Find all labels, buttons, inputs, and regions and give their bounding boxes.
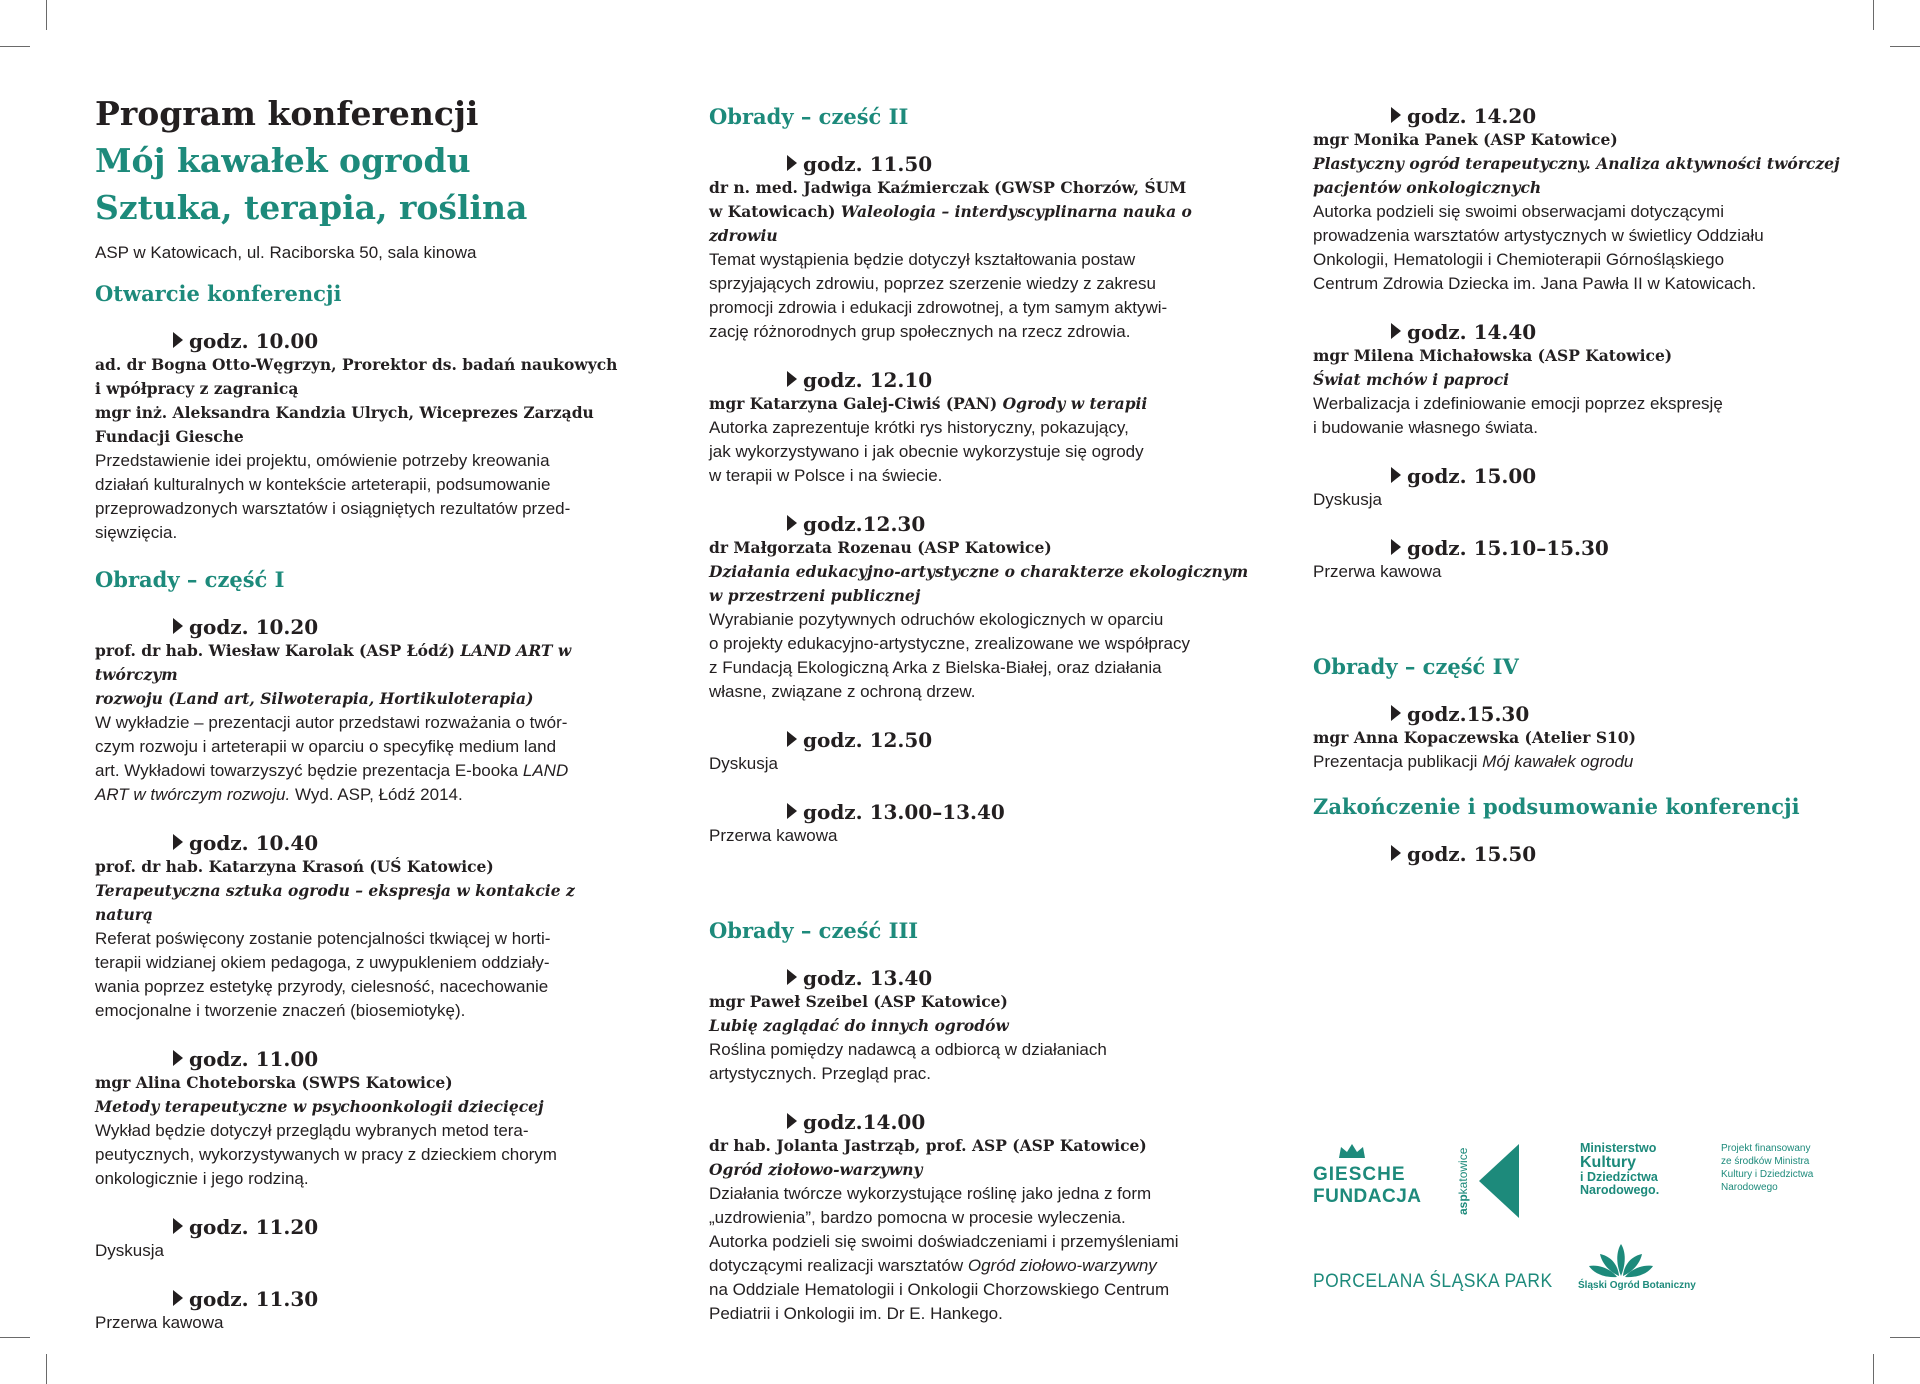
- talk-title: Ogród ziołowo-warzywny: [709, 1160, 923, 1179]
- time-slot: godz. 10.40: [95, 831, 635, 855]
- venue: ASP w Katowicach, ul. Raciborska 50, sala kinowa: [95, 243, 477, 262]
- description: Wykład będzie dotyczył przeglądu wybranych metod tera- peutycznych, wykorzystywanych w pracy z dzieckiem chorym onkologicznie i jego rodziną.: [95, 1121, 557, 1188]
- funding-note: Projekt finansowany ze środków Ministra Kultury i Dziedzictwa Narodowego: [1721, 1143, 1814, 1193]
- description: Autorka podzieli się swoimi obserwacjami dotyczącymi prowadzenia warsztatów artystycznych w świetlicy Oddziału Onkologii, Hematologii i Chemioterapii Górnośląskiego Centrum Zdrowia Dziecka im. Jana Pawła II w Katowicach.: [1313, 202, 1764, 293]
- crop-mark: [1890, 1337, 1920, 1338]
- triangle-icon: [173, 332, 183, 348]
- column-1: [95, 90, 635, 1335]
- triangle-icon: [173, 618, 183, 634]
- speaker: mgr inż. Aleksandra Kandzia Ulrych, Wiceprezes Zarządu: [95, 403, 594, 422]
- time-slot: godz. 15.50: [1313, 842, 1873, 866]
- crop-mark: [0, 1337, 30, 1338]
- triangle-icon: [1391, 539, 1401, 555]
- talk-title: Metody terapeutyczne w psychoonkologii dziecięcej: [95, 1097, 544, 1116]
- triangle-icon: [1391, 467, 1401, 483]
- time-slot: godz. 11.50: [709, 152, 1249, 176]
- logo-botanic-garden: Śląski Ogród Botaniczny: [1578, 1242, 1698, 1291]
- discussion-label: Dyskusja: [709, 754, 778, 773]
- section-opening: Otwarcie konferencji: [95, 281, 342, 306]
- section-session-2: Obrady – cześć II: [709, 104, 909, 129]
- time-slot: godz. 10.20: [95, 615, 635, 639]
- description: Temat wystąpienia będzie dotyczył kształtowania postaw sprzyjających zdrowiu, poprzez szerzenie wiedzy z zakresu promocji zdrowia i edukacji zdrowotnej, a tym samym aktywi- zację różnorodnych grup społecznych na rzecz zdrowia.: [709, 250, 1168, 341]
- talk-title: Działania edukacyjno-artystyczne o charakterze ekologicznym: [709, 562, 1249, 581]
- break-label: Przerwa kawowa: [709, 826, 838, 845]
- crop-mark: [1873, 1354, 1874, 1384]
- crop-mark: [1890, 46, 1920, 47]
- column-2: [709, 104, 1249, 1326]
- conference-subtitle: Sztuka, terapia, roślina: [95, 188, 528, 227]
- description: Roślina pomiędzy nadawcą a odbiorcą w działaniach artystycznych. Przegląd prac.: [709, 1040, 1107, 1083]
- discussion-label: Dyskusja: [1313, 490, 1382, 509]
- talk-title: pacjentów onkologicznych: [1313, 178, 1542, 197]
- triangle-icon: [1391, 323, 1401, 339]
- section-session-4: Obrady – część IV: [1313, 654, 1519, 679]
- speaker: mgr Milena Michałowska (ASP Katowice): [1313, 346, 1673, 365]
- section-session-3: Obrady – cześć III: [709, 918, 919, 943]
- speaker: mgr Paweł Szeibel (ASP Katowice): [709, 992, 1008, 1011]
- speaker: w Katowicach) Waleologia – interdyscyplinarna nauka o zdrowiu: [709, 202, 1192, 245]
- triangle-icon: [787, 155, 797, 171]
- triangle-icon: [787, 515, 797, 531]
- crop-mark: [1873, 0, 1874, 30]
- triangle-icon: [787, 731, 797, 747]
- time-slot: godz.14.00: [709, 1110, 1249, 1134]
- speaker: mgr Monika Panek (ASP Katowice): [1313, 130, 1618, 149]
- page-title: Program konferencji: [95, 94, 479, 133]
- crop-mark: [46, 1354, 47, 1384]
- time-slot: godz.12.30: [709, 512, 1249, 536]
- time-slot: godz. 12.50: [709, 728, 1249, 752]
- speaker: dr hab. Jolanta Jastrząb, prof. ASP (ASP Katowice): [709, 1136, 1147, 1155]
- logo-ministry: Ministerstwo Kultury i Dziedzictwa Narodowego.: [1580, 1141, 1660, 1197]
- conference-title: Mój kawałek ogrodu: [95, 141, 471, 180]
- triangle-icon: [787, 803, 797, 819]
- description: Werbalizacja i zdefiniowanie emocji poprzez ekspresję i budowanie własnego świata.: [1313, 394, 1723, 437]
- time-slot: godz. 15.00: [1313, 464, 1873, 488]
- break-label: Przerwa kawowa: [95, 1313, 224, 1332]
- time-slot: godz. 11.00: [95, 1047, 635, 1071]
- description: Przedstawienie idei projektu, omówienie potrzeby kreowania działań kulturalnych w kontekście arteterapii, podsumowanie przeprowadzonych warsztatów i osiągniętych rezultatów przed- sięwzięcia.: [95, 451, 571, 542]
- time-slot: godz. 14.40: [1313, 320, 1873, 344]
- triangle-icon: [173, 1290, 183, 1306]
- asp-triangle-icon: [1479, 1144, 1519, 1218]
- triangle-icon: [1391, 845, 1401, 861]
- time-slot: godz. 13.00–13.40: [709, 800, 1249, 824]
- break-label: Przerwa kawowa: [1313, 562, 1442, 581]
- time-slot: godz. 15.10–15.30: [1313, 536, 1873, 560]
- talk-title: Lubię zaglądać do innych ogrodów: [709, 1016, 1009, 1035]
- logo-giesche: GIESCHE FUNDACJA: [1313, 1142, 1393, 1208]
- speaker: mgr Anna Kopaczewska (Atelier S10): [1313, 728, 1636, 747]
- time-slot: godz. 12.10: [709, 368, 1249, 392]
- triangle-icon: [173, 834, 183, 850]
- description: Referat poświęcony zostanie potencjalności tkwiącej w horti- terapii widzianej okiem pedagoga, z uwypukleniem oddziały- wania poprzez estetykę przyrody, cielesność, nacechowanie emocjonalne i tworzenie znaczeń (biosemiotykę).: [95, 929, 551, 1020]
- triangle-icon: [787, 969, 797, 985]
- description: Autorka zaprezentuje krótki rys historyczny, pokazujący, jak wykorzystywano i jak obecnie wykorzystuje się ogrody w terapii w Polsce i na świecie.: [709, 418, 1144, 485]
- time-slot: godz.15.30: [1313, 702, 1873, 726]
- time-slot: godz. 10.00: [95, 329, 635, 353]
- time-slot: godz. 11.30: [95, 1287, 635, 1311]
- speaker: mgr Katarzyna Galej-Ciwiś (PAN) Ogrody w terapii: [709, 394, 1148, 413]
- triangle-icon: [1391, 705, 1401, 721]
- talk-title: Terapeutyczna sztuka ogrodu – ekspresja w kontakcie z naturą: [95, 881, 575, 924]
- talk-title: w przestrzeni publicznej: [709, 586, 921, 605]
- triangle-icon: [173, 1050, 183, 1066]
- section-closing: Zakończenie i podsumowanie konferencji: [1313, 794, 1800, 819]
- speaker: Fundacji Giesche: [95, 427, 244, 446]
- crown-icon: [1337, 1142, 1367, 1160]
- triangle-icon: [787, 371, 797, 387]
- speaker: ad. dr Bogna Otto-Węgrzyn, Prorektor ds. badań naukowych: [95, 355, 618, 374]
- triangle-icon: [173, 1218, 183, 1234]
- description: W wykładzie – prezentacji autor przedstawi rozważania o twór- czym rozwoju i arteterapii w oparciu o specyfikę medium land art. Wykładowi towarzyszyć będzie prezentacja E-booka LAND ART w twórczym rozwoju. Wyd. ASP, Łódź 2014.: [95, 713, 569, 804]
- crop-mark: [46, 0, 47, 30]
- discussion-label: Dyskusja: [95, 1241, 164, 1260]
- logo-porcelana: PORCELANA ŚLĄSKA PARK: [1313, 1271, 1553, 1292]
- description: Działania twórcze wykorzystujące roślinę jako jedna z form „uzdrowienia”, bardzo pomocna w procesie wyleczenia. Autorka podzieli się swoimi doświadczeniami i przemyśleniami dotyczącymi realizacji warsztatów Ogród ziołowo-warzywny na Oddziale Hematologii i Onkologii Chorzowskiego Centrum Pediatrii i Onkologii im. Dr E. Hankego.: [709, 1184, 1179, 1323]
- logo-asp-katowice: aspkatowice: [1455, 1140, 1525, 1220]
- time-slot: godz. 14.20: [1313, 104, 1873, 128]
- triangle-icon: [787, 1113, 797, 1129]
- talk-title: Świat mchów i paproci: [1313, 370, 1510, 389]
- triangle-icon: [1391, 107, 1401, 123]
- description: Prezentacja publikacji Mój kawałek ogrodu: [1313, 752, 1634, 771]
- speaker: dr n. med. Jadwiga Kaźmierczak (GWSP Chorzów, ŚUM: [709, 178, 1187, 197]
- speaker: prof. dr hab. Wiesław Karolak (ASP Łódź) LAND ART w twórczym: [95, 641, 572, 684]
- section-session-1: Obrady – część I: [95, 567, 285, 592]
- time-slot: godz. 11.20: [95, 1215, 635, 1239]
- speaker: prof. dr hab. Katarzyna Krasoń (UŚ Katowice): [95, 857, 494, 876]
- crop-mark: [0, 46, 30, 47]
- talk-title: Plastyczny ogród terapeutyczny. Analiza aktywności twórczej: [1313, 154, 1840, 173]
- column-3: [1313, 104, 1873, 866]
- talk-title: rozwoju (Land art, Silwoterapia, Hortikuloterapia): [95, 689, 534, 708]
- speaker: dr Małgorzata Rozenau (ASP Katowice): [709, 538, 1052, 557]
- time-slot: godz. 13.40: [709, 966, 1249, 990]
- speaker: mgr Alina Choteborska (SWPS Katowice): [95, 1073, 453, 1092]
- description: Wyrabianie pozytywnych odruchów ekologicznych w oparciu o projekty edukacyjno-artystyczne, zrealizowane we współpracy z Fundacją Ekologiczną Arka z Bielska-Białej, oraz działania własne, związane z ochroną drzew.: [709, 610, 1190, 701]
- leaves-icon: [1588, 1242, 1654, 1278]
- speaker: i wpółpracy z zagranicą: [95, 379, 299, 398]
